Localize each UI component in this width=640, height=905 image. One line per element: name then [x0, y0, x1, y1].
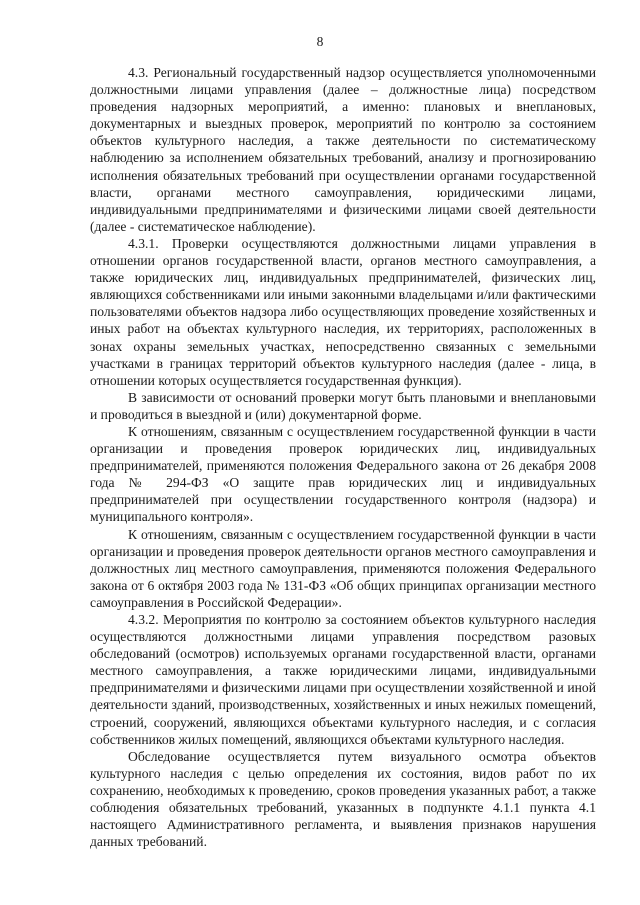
document-body: [90, 64, 596, 850]
paragraph-inspection-method: Обследование осуществляется путем визуального осмотра объектов культурного наследия с целью определения их состояния, видов работ по их сохранению, необходимых к проведению, сроков проведения указанных работ, а также соблюдения обязательных требований, указанных в подпункте 4.1.1 пункта 4.1 настоящего Административного регламента, и выявления признаков нарушения данных требований.: [90, 748, 596, 850]
paragraph-4-3-1: 4.3.1. Проверки осуществляются должностными лицами управления в отношении органов государственной власти, органов местного самоуправления, а также юридических лиц, индивидуальных предпринимателей, физических лиц, являющихся собственниками или иными законными владельцами и/или фактическими пользователями объектов надзора либо осуществляющих проведение хозяйственных и иных работ на объектах культурного наследия, их территориях, расположенных в зонах охраны земельных участках, непосредственно связанных с земельными участками в границах территорий объектов культурного наследия (далее - лица, в отношении которых осуществляется государственная функция).: [90, 235, 596, 388]
page-number: 8: [316, 34, 324, 49]
paragraph-4-3-2: 4.3.2. Мероприятия по контролю за состоянием объектов культурного наследия осуществляются должностными лицами управления посредством разовых обследований (осмотров) используемых органами государственной власти, органами местного самоуправления, а также юридическими лицами, индивидуальными предпринимателями и физическими лицами при осуществлении хозяйственной и иной деятельности зданий, производственных, хозяйственных и иных нежилых помещений, строений, сооружений, являющихся объектами культурного наследия, и с согласия собственников жилых помещений, являющихся объектами культурного наследия.: [90, 612, 596, 747]
paragraph-inspection-forms: В зависимости от оснований проверки могут быть плановыми и внеплановыми и проводиться в выездной и (или) документарной форме.: [90, 389, 596, 422]
paragraph-law-294-fz: К отношениям, связанным с осуществлением государственной функции в части организации и проведения проверок юридических лиц, индивидуальных предпринимателей, применяются положения Федерального закона от 26 декабря 2008 года № 294-ФЗ «О защите прав юридических лиц и индивидуальных предпринимателей при осуществлении государственного контроля (надзора) и муниципального контроля».: [90, 423, 596, 525]
paragraph-law-131-fz: К отношениям, связанным с осуществлением государственной функции в части организации и проведения проверок деятельности органов местного самоуправления и должностных лиц местного самоуправления, применяются положения Федерального закона от 6 октября 2003 года № 131-ФЗ «Об общих принципах организации местного самоуправления в Российской Федерации».: [90, 526, 596, 610]
paragraph-4-3: 4.3. Региональный государственный надзор осуществляется уполномоченными должностными лицами управления (далее – должностные лица) посредством проведения надзорных мероприятий, а именно: плановых и внеплановых, документарных и выездных проверок, мероприятий по контролю за состоянием объектов культурного наследия, а также деятельности по систематическому наблюдению за исполнением обязательных требований, анализу и прогнозированию исполнения обязательных требований при осуществлении органами государственной власти, органами местного самоуправления, юридическими лицами, индивидуальными предпринимателями и физическими лицами своей деятельности (далее - систематическое наблюдение).: [90, 65, 596, 234]
